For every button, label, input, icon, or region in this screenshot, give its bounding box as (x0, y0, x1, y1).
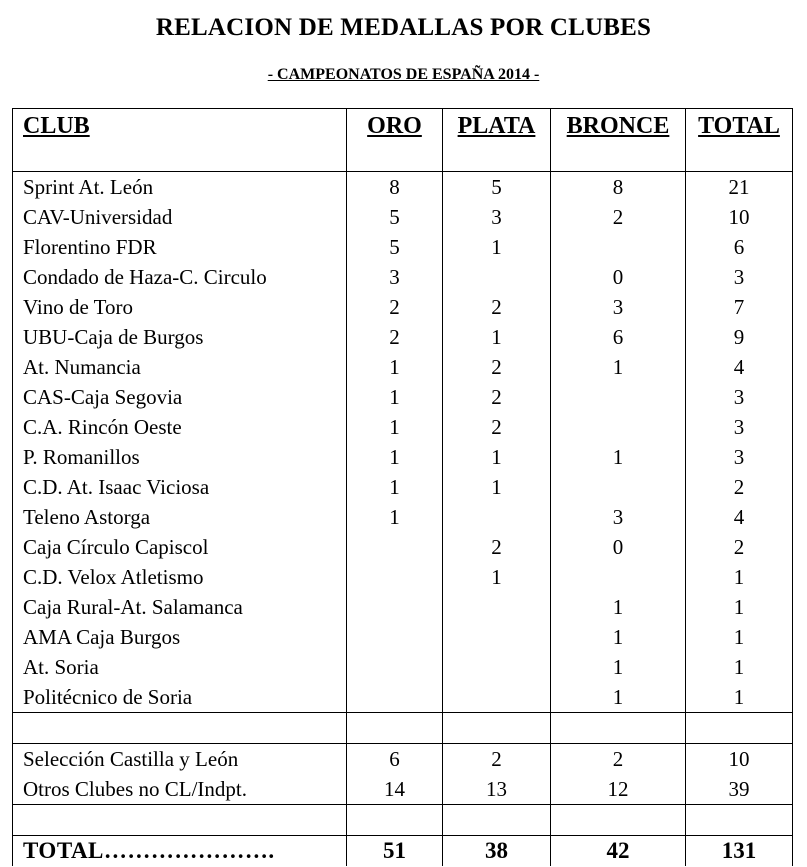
bronce-cell: 1 (551, 592, 686, 622)
bronce-cell: 2 (551, 202, 686, 232)
club-row (13, 382, 793, 412)
club-row (13, 412, 793, 442)
oro-cell: 1 (347, 472, 443, 502)
bronce-cell (551, 232, 686, 262)
bronce-cell: 1 (551, 622, 686, 652)
club-row (13, 652, 793, 682)
total-row (13, 836, 793, 867)
empty-cell (13, 805, 347, 836)
club-cell: At. Soria (13, 652, 347, 682)
empty-cell (686, 713, 793, 744)
empty-cell (443, 805, 551, 836)
oro-cell: 1 (347, 502, 443, 532)
total-cell: 4 (686, 352, 793, 382)
separator-row (13, 805, 793, 836)
club-cell: Vino de Toro (13, 292, 347, 322)
empty-cell (686, 805, 793, 836)
plata-cell: 38 (443, 836, 551, 867)
oro-cell: 1 (347, 412, 443, 442)
bronce-cell: 1 (551, 652, 686, 682)
total-cell: 9 (686, 322, 793, 352)
total-cell: 4 (686, 502, 793, 532)
oro-cell: 51 (347, 836, 443, 867)
bronce-cell (551, 472, 686, 502)
total-cell: 3 (686, 442, 793, 472)
total-cell: 1 (686, 562, 793, 592)
bronce-cell: 0 (551, 532, 686, 562)
bronce-cell: 42 (551, 836, 686, 867)
club-cell: CAV-Universidad (13, 202, 347, 232)
total-cell: 7 (686, 292, 793, 322)
total-cell: 1 (686, 592, 793, 622)
total-cell: 1 (686, 652, 793, 682)
total-cell: 2 (686, 472, 793, 502)
bronce-cell: 6 (551, 322, 686, 352)
club-cell: TOTAL…………………. (13, 836, 347, 867)
total-cell: 10 (686, 202, 793, 232)
club-cell: C.D. Velox Atletismo (13, 562, 347, 592)
club-row (13, 442, 793, 472)
bronce-cell: 12 (551, 774, 686, 805)
plata-cell: 1 (443, 322, 551, 352)
oro-cell: 1 (347, 442, 443, 472)
header-plata: PLATA (443, 109, 551, 172)
empty-cell (347, 713, 443, 744)
header-total: TOTAL (686, 109, 793, 172)
total-cell: 3 (686, 412, 793, 442)
header-row (13, 109, 793, 172)
total-cell: 3 (686, 262, 793, 292)
bronce-cell (551, 382, 686, 412)
plata-cell: 1 (443, 442, 551, 472)
plata-cell (443, 592, 551, 622)
oro-cell: 8 (347, 172, 443, 203)
total-cell: 2 (686, 532, 793, 562)
oro-cell: 3 (347, 262, 443, 292)
club-row (13, 172, 793, 203)
plata-cell (443, 622, 551, 652)
plata-cell: 1 (443, 472, 551, 502)
club-cell: Caja Rural-At. Salamanca (13, 592, 347, 622)
bronce-cell (551, 412, 686, 442)
club-row (13, 502, 793, 532)
club-row (13, 262, 793, 292)
club-row (13, 532, 793, 562)
document-title: RELACION DE MEDALLAS POR CLUBES (155, 14, 652, 41)
total-cell: 1 (686, 622, 793, 652)
oro-cell (347, 682, 443, 713)
total-cell: 1 (686, 682, 793, 713)
bronce-cell: 2 (551, 744, 686, 775)
plata-cell: 2 (443, 744, 551, 775)
club-cell: UBU-Caja de Burgos (13, 322, 347, 352)
bronce-cell: 1 (551, 442, 686, 472)
separator-row (13, 713, 793, 744)
club-row (13, 202, 793, 232)
empty-cell (347, 805, 443, 836)
bronce-cell: 3 (551, 502, 686, 532)
bronce-cell: 8 (551, 172, 686, 203)
total-cell: 131 (686, 836, 793, 867)
oro-cell: 1 (347, 352, 443, 382)
club-row (13, 682, 793, 713)
total-cell: 10 (686, 744, 793, 775)
plata-cell (443, 682, 551, 713)
empty-cell (13, 713, 347, 744)
club-row (13, 352, 793, 382)
bronce-cell: 1 (551, 352, 686, 382)
oro-cell: 5 (347, 202, 443, 232)
empty-cell (443, 713, 551, 744)
club-row (13, 622, 793, 652)
total-cell: 21 (686, 172, 793, 203)
total-cell: 3 (686, 382, 793, 412)
club-row (13, 292, 793, 322)
club-cell: C.D. At. Isaac Viciosa (13, 472, 347, 502)
oro-cell (347, 592, 443, 622)
club-cell: Caja Círculo Capiscol (13, 532, 347, 562)
club-cell: Politécnico de Soria (13, 682, 347, 713)
club-cell: P. Romanillos (13, 442, 347, 472)
oro-cell (347, 652, 443, 682)
club-cell: CAS-Caja Segovia (13, 382, 347, 412)
club-cell: Sprint At. León (13, 172, 347, 203)
total-cell: 6 (686, 232, 793, 262)
document-subtitle: - CAMPEONATOS DE ESPAÑA 2014 - (267, 66, 540, 83)
club-row (13, 592, 793, 622)
club-cell: Teleno Astorga (13, 502, 347, 532)
club-row (13, 232, 793, 262)
plata-cell: 2 (443, 382, 551, 412)
oro-cell: 2 (347, 292, 443, 322)
plata-cell (443, 652, 551, 682)
club-row (13, 472, 793, 502)
header-oro: ORO (347, 109, 443, 172)
other-row (13, 744, 793, 775)
plata-cell (443, 502, 551, 532)
empty-cell (551, 805, 686, 836)
oro-cell: 5 (347, 232, 443, 262)
plata-cell: 3 (443, 202, 551, 232)
bronce-cell: 3 (551, 292, 686, 322)
plata-cell (443, 262, 551, 292)
club-cell: Condado de Haza-C. Circulo (13, 262, 347, 292)
total-cell: 39 (686, 774, 793, 805)
header-bronce: BRONCE (551, 109, 686, 172)
club-row (13, 562, 793, 592)
bronce-cell: 1 (551, 682, 686, 713)
club-cell: Selección Castilla y León (13, 744, 347, 775)
plata-cell: 13 (443, 774, 551, 805)
plata-cell: 1 (443, 562, 551, 592)
bronce-cell (551, 562, 686, 592)
plata-cell: 1 (443, 232, 551, 262)
oro-cell: 1 (347, 382, 443, 412)
club-cell: Otros Clubes no CL/Indpt. (13, 774, 347, 805)
empty-cell (551, 713, 686, 744)
club-cell: AMA Caja Burgos (13, 622, 347, 652)
club-cell: Florentino FDR (13, 232, 347, 262)
plata-cell: 5 (443, 172, 551, 203)
plata-cell: 2 (443, 352, 551, 382)
oro-cell: 14 (347, 774, 443, 805)
bronce-cell: 0 (551, 262, 686, 292)
plata-cell: 2 (443, 292, 551, 322)
plata-cell: 2 (443, 412, 551, 442)
header-club: CLUB (13, 109, 347, 172)
oro-cell (347, 622, 443, 652)
medals-table (12, 108, 793, 866)
club-row (13, 322, 793, 352)
club-cell: At. Numancia (13, 352, 347, 382)
club-cell: C.A. Rincón Oeste (13, 412, 347, 442)
oro-cell (347, 532, 443, 562)
oro-cell (347, 562, 443, 592)
other-row (13, 774, 793, 805)
oro-cell: 6 (347, 744, 443, 775)
plata-cell: 2 (443, 532, 551, 562)
oro-cell: 2 (347, 322, 443, 352)
